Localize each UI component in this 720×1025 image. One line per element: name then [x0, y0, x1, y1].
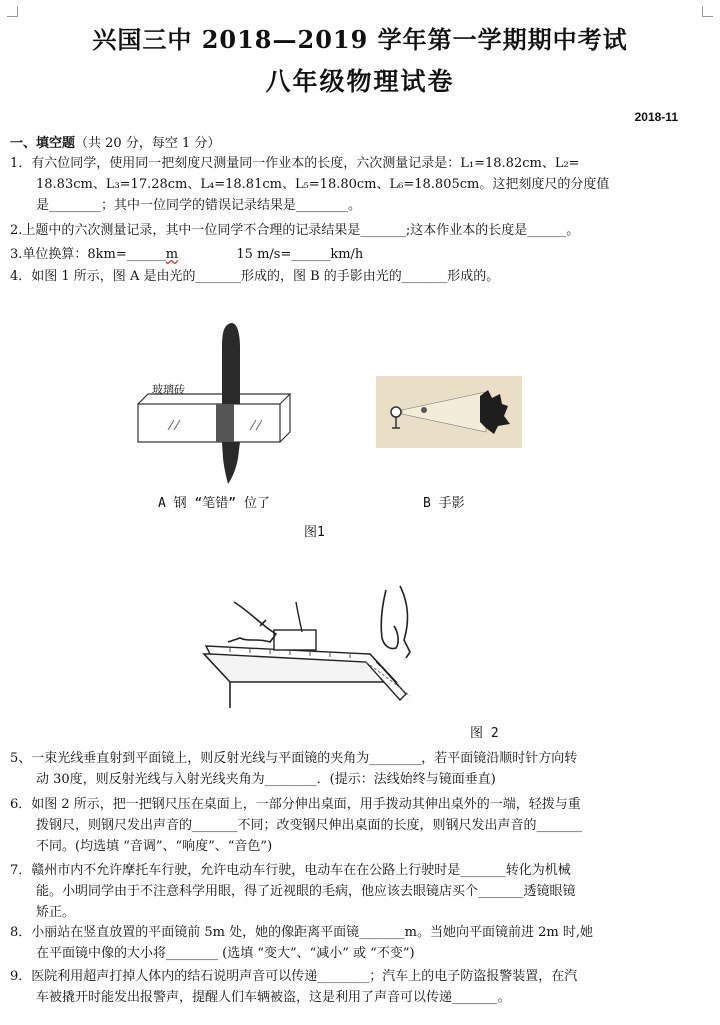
question-7-line-2: 能。小明同学由于不注意科学用眼，得了近视眼的毛病，他应该去眼镜店买个_______透镜眼镜	[36, 884, 576, 899]
figure-1b-hand-shadow	[376, 376, 522, 448]
section-heading	[10, 132, 220, 151]
exam-title: 兴国三中 2018—2019 学年第一学期期中考试	[92, 25, 628, 54]
section-note: （共 20 分，每空 1 分）	[75, 136, 221, 151]
question-6-line-3: 不同。(均选填 “音调”、“响度”、“音色”)	[36, 839, 273, 854]
question-4	[10, 266, 682, 287]
question-1-line-3: 是________；其中一位同学的错误记录结果是________。	[36, 198, 362, 213]
figure-1b-caption: B 手影	[423, 496, 465, 511]
question-5	[10, 748, 682, 790]
glass-brick-label: 玻璃砖	[152, 383, 185, 396]
press-block	[274, 630, 316, 650]
light-source-icon	[391, 407, 401, 417]
exam-subtitle: 八年级物理试卷	[265, 67, 455, 96]
question-7	[10, 860, 682, 923]
question-8-line-2: 在平面镜中像的大小将________ (选填 “变大”、“减小” 或 “不变”)	[36, 946, 415, 961]
pen-lower	[222, 442, 240, 484]
question-1-line-1: 1．有六位同学，使用同一把刻度尺测量同一作业本的长度，六次测量记录是：L₁=18.82cm、L₂=	[10, 156, 580, 171]
question-3-unit-1: m	[165, 247, 179, 262]
question-6-line-1: 6．如图 2 所示，把一把钢尺压在桌面上，一部分伸出桌面，用手拨动其伸出桌外的一端，轻拨与重	[10, 797, 581, 812]
question-2-line-1: 2.上题中的六次测量记录，其中一位同学不合理的记录结果是_______;这本作业本的长度是______。	[10, 223, 580, 238]
question-5-line-1: 5、一束光线垂直射到平面镜上，则反射光线与平面镜的夹角为________，若平面镜沿顺时针方向转	[10, 751, 578, 766]
pen-shifted	[216, 404, 234, 442]
corner-mark-left	[7, 6, 18, 17]
question-5-line-2: 动 30度，则反射光线与入射光线夹角为________．(提示：法线始终与镜面垂直)	[36, 772, 496, 787]
question-7-line-1: 7．赣州市内不允许摩托车行驶，允许电动车行驶，电动车在在公路上行驶时是_______转化为机械	[10, 863, 571, 878]
corner-mark-right	[702, 6, 713, 17]
question-3-prefix: 3.单位换算：8km=	[10, 247, 127, 262]
question-6-line-2: 拨钢尺，则钢尺发出声音的_______不同；改变钢尺伸出桌面的长度，则钢尺发出声音的_______	[36, 818, 583, 833]
question-4-line-1: 4．如图 1 所示，图 A 是由光的_______形成的，图 B 的手影由光的_______形成的。	[10, 269, 500, 284]
question-9-line-1: 9．医院利用超声打掉人体内的结石说明声音可以传递________；汽车上的电子防盗报警装置，在汽	[10, 969, 578, 984]
section-title: 一、填空题	[10, 136, 76, 151]
question-1	[10, 153, 682, 216]
figure-1a-caption: A 钢 “笔错” 位了	[158, 496, 270, 511]
glass-brick	[138, 404, 280, 442]
question-3-unit-2: km/h	[330, 247, 364, 262]
figure-2-label: 图 2	[470, 726, 499, 741]
question-3-blank-2: ______	[291, 247, 331, 262]
question-9	[10, 966, 682, 1008]
question-2	[10, 220, 682, 241]
question-3	[10, 244, 682, 265]
question-9-line-2: 车被撬开时能发出报警声，提醒人们车辆被盗，这是利用了声音可以传递_______。	[36, 990, 511, 1005]
question-3-mid: 15 m/s=	[236, 247, 292, 262]
exam-date: 2018-11	[634, 110, 678, 124]
figure-1a-glass-pen	[130, 318, 300, 486]
question-8-line-1: 8．小丽站在竖直放置的平面镜前 5m 处，她的像距离平面镜_______m。当她向平面镜前进 2m 时,她	[10, 925, 593, 940]
left-hand-icon	[228, 602, 276, 642]
pen-upper	[222, 323, 240, 404]
figure-1-label: 图1	[304, 525, 325, 540]
hand-icon	[421, 407, 427, 413]
figure-2-ruler-desk	[200, 582, 420, 710]
question-8	[10, 922, 682, 964]
question-7-line-3: 矫正。	[36, 905, 76, 920]
question-1-line-2: 18.83cm、L₃=17.28cm、L₄=18.81cm、L₅=18.80cm、L₆=18.805cm。这把刻度尺的分度值	[36, 177, 610, 192]
question-3-blank-1: ______	[126, 247, 166, 262]
right-hand-icon	[381, 586, 410, 658]
question-6	[10, 794, 682, 857]
